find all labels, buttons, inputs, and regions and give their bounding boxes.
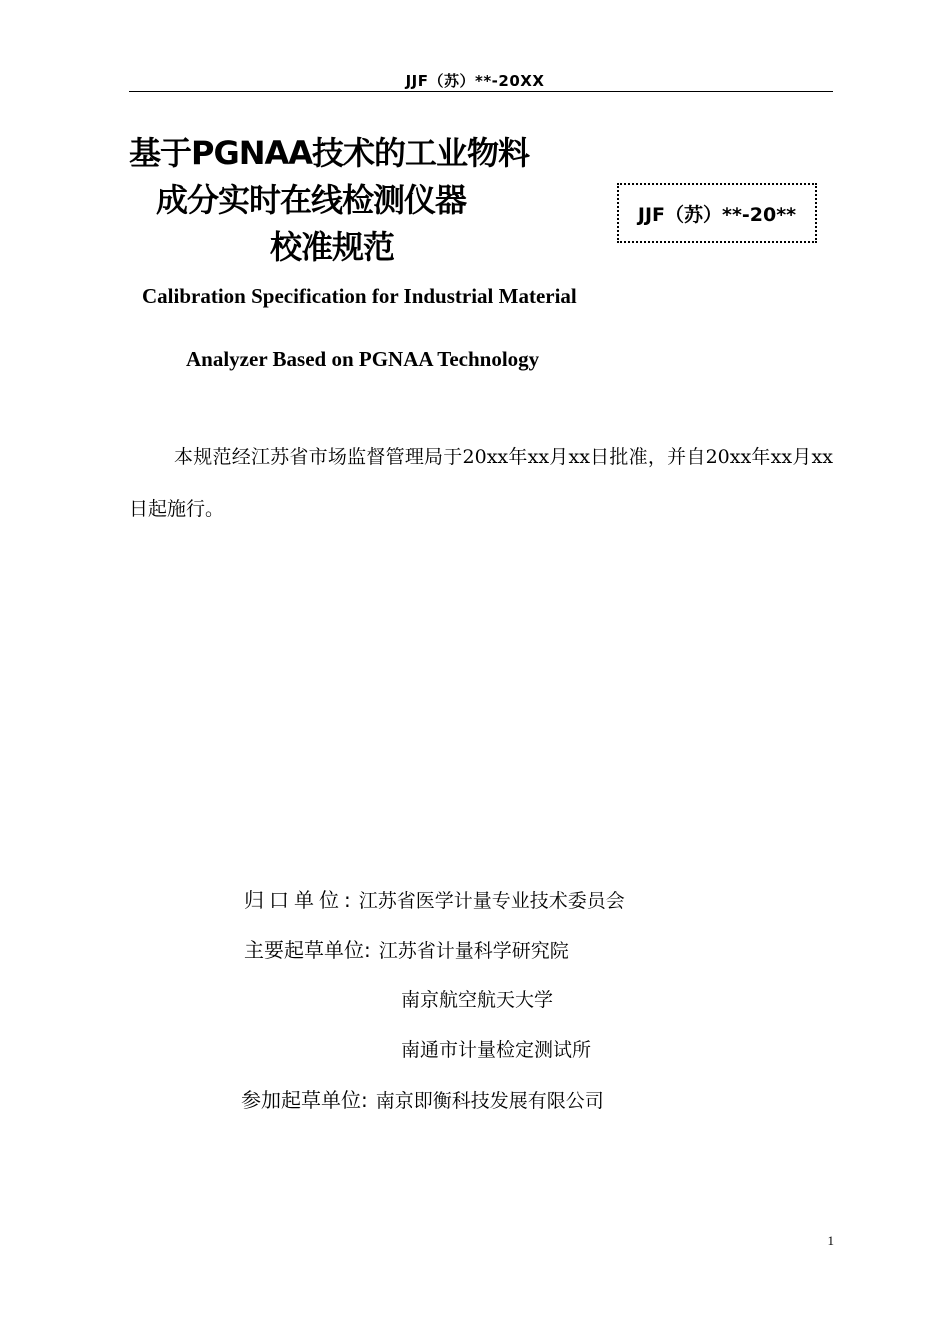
label-colon: : (361, 1088, 368, 1112)
page-number: 1 (827, 1233, 834, 1248)
participating-unit-value: 南京即衡科技发展有限公司 (375, 1090, 604, 1112)
running-header-title: JJF（苏）**-20XX (405, 72, 545, 90)
document-title-line-1: 基于PGNAA技术的工业物料 (129, 134, 530, 172)
participating-unit-label: 参加起草单位 (241, 1088, 361, 1112)
main-drafting-unit-label: 主要起草单位 (244, 938, 364, 962)
document-title (129, 130, 599, 271)
main-drafting-unit-row (401, 985, 553, 1012)
main-drafting-unit-row (244, 934, 569, 963)
responsible-unit-value: 江苏省医学计量专业技术委员会 (358, 890, 625, 912)
document-title-line-2: 成分实时在线检测仪器 (156, 181, 467, 219)
main-drafting-unit-value-1: 江苏省计量科学研究院 (378, 940, 569, 962)
participating-unit-row (241, 1084, 604, 1113)
responsible-unit-row (244, 884, 625, 913)
main-drafting-unit-value-2: 南京航空航天大学 (401, 989, 554, 1011)
specification-code: JJF（苏）**-20** (637, 203, 797, 226)
header-divider (129, 91, 833, 92)
label-colon: : (364, 938, 371, 962)
english-title-line-2: Analyzer Based on PGNAA Technology (186, 347, 540, 371)
main-drafting-unit-value-3: 南通市计量检定测试所 (401, 1039, 592, 1061)
label-colon: : (344, 888, 351, 912)
responsible-unit-label: 归口单位 (244, 888, 344, 912)
approval-statement: 本规范经江苏省市场监督管理局于20xx年xx月xx日批准，并自20xx年xx月xx日起施行。 (129, 446, 833, 520)
english-title-line-1: Calibration Specification for Industrial Material (142, 284, 577, 308)
specification-code-box (617, 183, 817, 243)
document-title-line-3: 校准规范 (270, 228, 395, 266)
main-drafting-unit-row (401, 1035, 591, 1062)
